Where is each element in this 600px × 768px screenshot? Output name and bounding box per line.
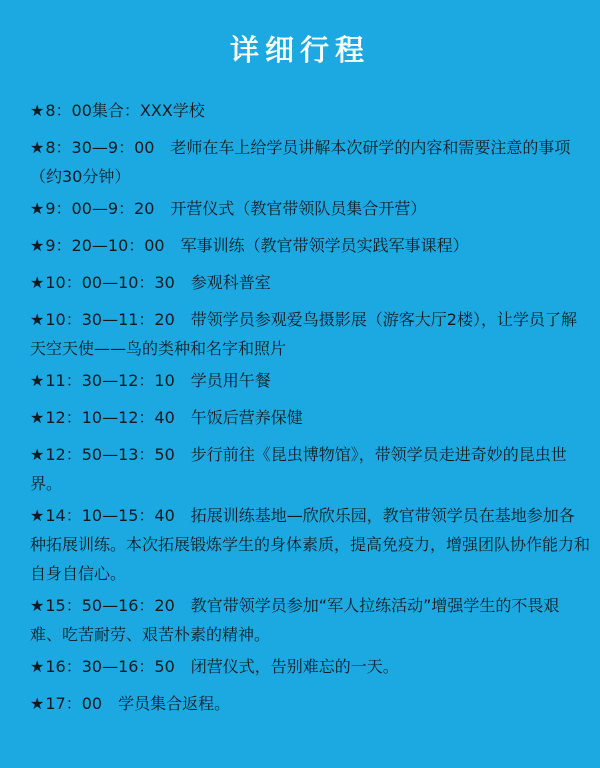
- schedule-item-text: 16：30—16：50 闭营仪式，告别难忘的一天。: [45, 657, 399, 676]
- schedule-item: [30, 440, 590, 498]
- star-icon: ★: [30, 408, 45, 427]
- star-icon: ★: [30, 199, 45, 218]
- schedule-item-text: 11：30—12：10 学员用午餐: [45, 371, 271, 390]
- schedule-item: [30, 591, 590, 649]
- schedule-item-text: 10：30—11：20 带领学员参观爱鸟摄影展（游客大厅2楼），让学员了解天空天使——鸟的类种和名字和照片: [30, 310, 577, 358]
- schedule-item-text: 9：20—10：00 军事训练（教官带领学员实践军事课程）: [45, 236, 469, 255]
- schedule-item: [30, 652, 590, 681]
- page-title: 详细行程: [229, 33, 370, 67]
- schedule-item: [30, 366, 590, 395]
- schedule-item-text: 9：00—9：20 开营仪式（教官带领队员集合开营）: [45, 199, 427, 218]
- schedule-item: [30, 268, 590, 297]
- star-icon: ★: [30, 310, 45, 329]
- schedule-item: [30, 231, 590, 260]
- star-icon: ★: [30, 138, 45, 157]
- schedule-item-text: 17：00 学员集合返程。: [45, 694, 231, 713]
- schedule-item-text: 10：00—10：30 参观科普室: [45, 273, 271, 292]
- star-icon: ★: [30, 273, 45, 292]
- star-icon: ★: [30, 506, 45, 525]
- star-icon: ★: [30, 657, 45, 676]
- schedule-item: [30, 194, 590, 223]
- star-icon: ★: [30, 694, 45, 713]
- schedule-item: [30, 305, 590, 363]
- schedule-item-text: 12：10—12：40 午饭后营养保健: [45, 408, 303, 427]
- schedule-item: [30, 96, 590, 125]
- schedule-item: [30, 133, 590, 191]
- schedule-item-text: 15：50—16：20 教官带领学员参加“军人拉练活动”增强学生的不畏艰难、吃苦耐劳、艰苦朴素的精神。: [30, 596, 560, 644]
- schedule-item-text: 12：50—13：50 步行前往《昆虫博物馆》，带领学员走进奇妙的昆虫世界。: [30, 445, 567, 493]
- star-icon: ★: [30, 596, 45, 615]
- schedule-item: [30, 501, 590, 588]
- schedule-item-text: 8：00集合：XXX学校: [45, 101, 205, 120]
- schedule-item: [30, 403, 590, 432]
- schedule-item-text: 14：10—15：40 拓展训练基地—欣欣乐园，教官带领学员在基地参加各种拓展训练。本次拓展锻炼学生的身体素质，提高免疫力，增强团队协作能力和自身自信心。: [30, 506, 591, 583]
- schedule-list: [30, 96, 590, 718]
- star-icon: ★: [30, 101, 45, 120]
- schedule-item: [30, 689, 590, 718]
- star-icon: ★: [30, 445, 45, 464]
- schedule-item-text: 8：30—9：00 老师在车上给学员讲解本次研学的内容和需要注意的事项（约30分钟）: [30, 138, 571, 186]
- star-icon: ★: [30, 371, 45, 390]
- star-icon: ★: [30, 236, 45, 255]
